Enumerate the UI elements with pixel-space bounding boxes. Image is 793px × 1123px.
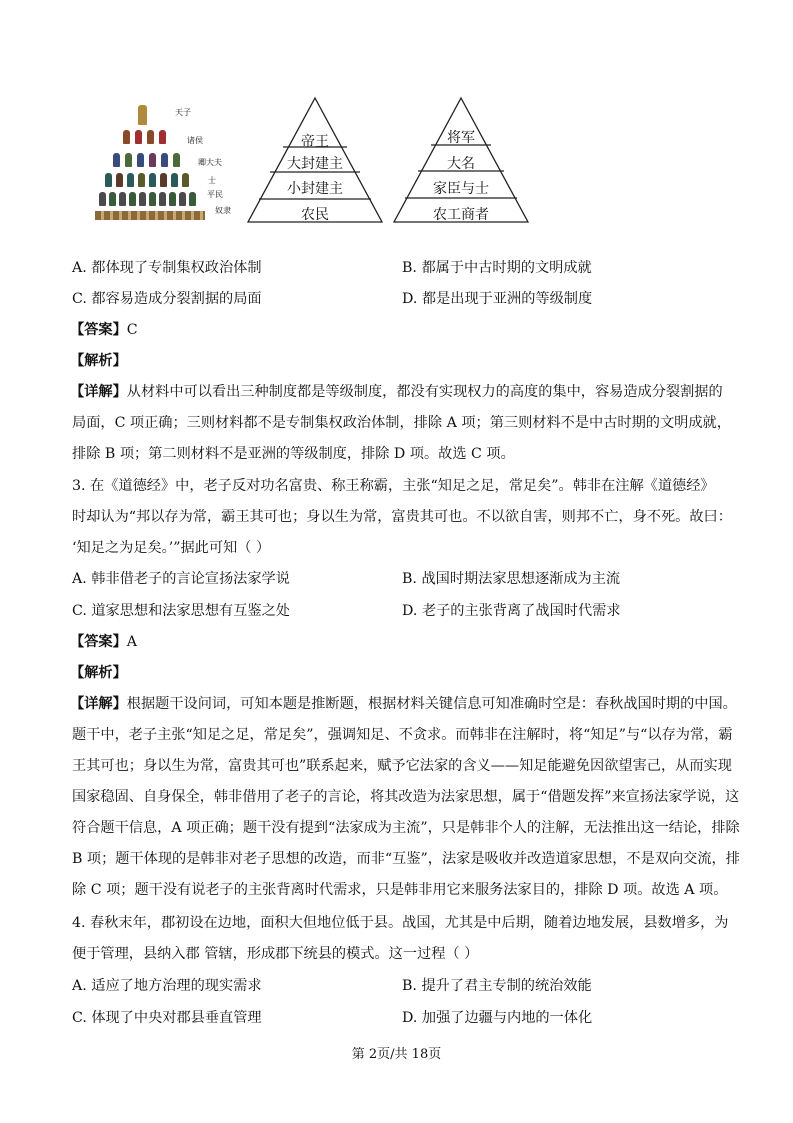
q3-option-a: A. 韩非借老子的言论宣扬法家学说 — [72, 571, 290, 587]
hierarchy-figure — [95, 95, 535, 230]
q2-detail-line-1 — [70, 382, 723, 402]
q3-detail-line-3: 王其可也；身以生为常，富贵其可也”联系起来，赋予它法家的含义——知足能避免因欲望害己，从而实现 — [72, 758, 732, 774]
mid-level-1: 帝王 — [301, 134, 329, 150]
q3-detail-line-6: B 项；题干体现的是韩非对老子思想的改造，而非“互鉴”，法家是吸收并改造道家思想，不是双向交流，排 — [72, 851, 740, 867]
answer-label: 【答案】 — [70, 634, 127, 650]
right-level-2: 大名 — [447, 156, 475, 172]
q2-detail-line-3: 排除 B 项；第二则材料不是亚洲的等级制度，排除 D 项。故选 C 项。 — [72, 446, 515, 462]
q3-detail-line-4: 国家稳固、自身保全，韩非借用了老子的言论，将其改造为法家思想，属于“借题发挥”来宣扬法家学说，这 — [72, 789, 740, 805]
q4-stem-line-1: 4. 春秋末年，郡初设在边地，面积大但地位低于县。战国，尤其是中后期，随着边地发展，县数增多，为 — [72, 915, 729, 931]
label-tianzi: 天子 — [175, 108, 191, 117]
answer-value: C — [126, 322, 138, 338]
analysis-label: 【解析】 — [70, 353, 127, 369]
mid-level-4: 农民 — [301, 207, 329, 223]
q4-option-b: B. 提升了君主专制的统治效能 — [402, 978, 592, 994]
q3-stem-line-3: ‘知足之为足矣。’”据此可知（ ） — [72, 540, 271, 556]
q2-analysis-label — [70, 351, 127, 371]
q3-analysis-label — [70, 663, 127, 683]
q3-stem-line-2: 时却认为“邦以存为常，霸王其可也；身以生为常，富贵其可也。不以欲自害，则邦不亡，身不死。故曰： — [72, 509, 732, 525]
q2-option-a: A. 都体现了专制集权政治体制 — [72, 260, 262, 276]
label-shi: 士 — [208, 176, 216, 185]
label-qingdafu: 卿大夫 — [198, 158, 222, 167]
q4-option-c: C. 体现了中央对郡县垂直管理 — [72, 1010, 262, 1026]
analysis-label: 【解析】 — [70, 665, 127, 681]
answer-label: 【答案】 — [70, 322, 127, 338]
detail-label: 【详解】 — [70, 384, 127, 400]
label-nuli: 奴隶 — [215, 206, 231, 215]
q3-detail-line-1 — [70, 694, 737, 714]
q2-detail-line-2: 局面，C 项正确；三则材料都不是专制集权政治体制，排除 A 项；第三则材料不是中古时期的文明成就， — [72, 415, 731, 431]
mid-level-2: 大封建主 — [287, 156, 343, 172]
q4-stem-line-2: 便于管理，县纳入郡 管辖，形成郡下统县的模式。这一过程（ ） — [72, 946, 479, 962]
page-footer: 第 2页/共 18页 — [351, 1047, 442, 1062]
answer-value: A — [126, 634, 138, 650]
q3-stem-line-1: 3. 在《道德经》中，老子反对功名富贵、称王称霸，主张“知足之足，常足矣”。韩非在注解《道德经》 — [72, 478, 715, 494]
right-level-4: 农工商者 — [433, 207, 489, 223]
mid-level-3: 小封建主 — [287, 181, 343, 197]
q2-answer — [70, 320, 138, 340]
label-zhuhou: 诸侯 — [187, 136, 203, 145]
q2-option-c: C. 都容易造成分裂割据的局面 — [72, 291, 262, 307]
label-pingmin: 平民 — [207, 190, 223, 199]
q3-answer — [70, 632, 137, 652]
detail-label: 【详解】 — [70, 696, 127, 712]
q3-option-c: C. 道家思想和法家思想有互鉴之处 — [72, 603, 290, 619]
detail-text: 根据题干设问词，可知本题是推断题，根据材料关键信息可知准确时空是：春秋战国时期的中国。 — [126, 696, 737, 712]
q2-option-d: D. 都是出现于亚洲的等级制度 — [402, 291, 593, 307]
q3-option-b: B. 战国时期法家思想逐渐成为主流 — [402, 571, 621, 587]
right-level-1: 将军 — [447, 130, 475, 146]
q3-detail-line-5: 符合题干信息，A 项正确；题干没有提到“法家成为主流”，只是韩非个人的注解，无法推出这一结论，排除 — [72, 820, 740, 836]
right-level-3: 家臣与士 — [433, 181, 489, 197]
q2-option-b: B. 都属于中古时期的文明成就 — [402, 260, 592, 276]
q3-option-d: D. 老子的主张背离了战国时代需求 — [402, 603, 621, 619]
q3-detail-line-7: 除 C 项；题干没有说老子的主张背离时代需求，只是韩非用它来服务法家目的，排除 D 项。故选 A 项。 — [72, 882, 728, 898]
q4-option-d: D. 加强了边疆与内地的一体化 — [402, 1010, 593, 1026]
detail-text: 从材料中可以看出三种制度都是等级制度，都没有实现权力的高度的集中，容易造成分裂割据的 — [126, 384, 723, 400]
feudal-pyramid-illustration — [95, 95, 245, 230]
q4-option-a: A. 适应了地方治理的现实需求 — [72, 978, 262, 994]
q3-detail-line-2: 题干中，老子主张“知足之足，常足矣”，强调知足、不贪求。而韩非在注解时，将“知足”与“以存为常，霸 — [72, 727, 733, 743]
